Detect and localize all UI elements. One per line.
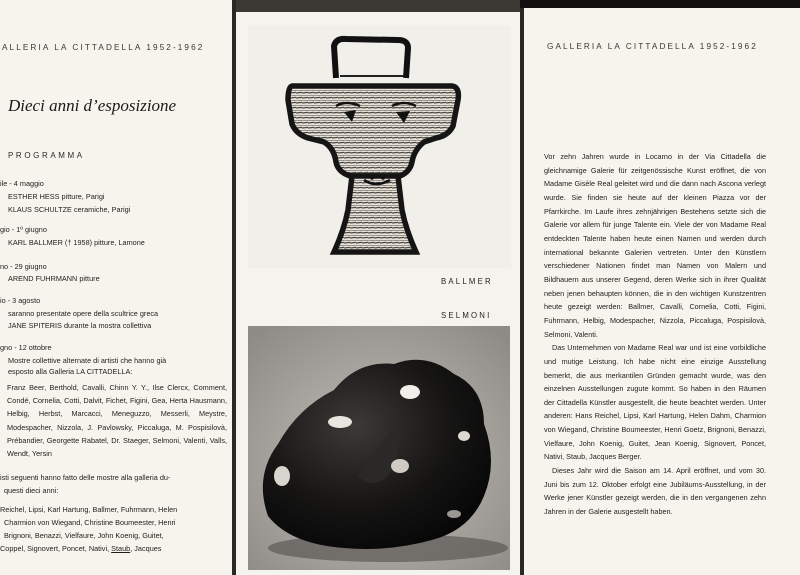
german-text (544, 150, 766, 519)
date-line: gno - 12 ottobre (0, 343, 52, 352)
selmoni-sculpture-image (248, 326, 510, 570)
list2-line: Brignoni, Benazzi, Vielfaure, John Koenig, Guitet, (4, 530, 164, 540)
list2-line: isti seguenti hanno fatto delle mostre alla galleria du- (0, 473, 171, 482)
ballmer-figure-image (248, 26, 511, 268)
date-line: ile - 4 maggio (0, 179, 44, 188)
list2-underlined-name: Staub (111, 543, 131, 553)
right-header: GALLERIA LA CITTADELLA 1952-1962 (547, 42, 758, 51)
date-line: gio - 1º giugno (0, 225, 47, 234)
date-line: io - 3 agosto (0, 296, 41, 305)
caption-ballmer: BALLMER (441, 277, 493, 286)
list2-segment: Jacques (134, 543, 162, 553)
ballmer-artwork (248, 26, 511, 268)
artist-line: KARL BALLMER († 1958) pitture, Lamone (8, 238, 145, 247)
paragraph-2: Das Unternehmen von Madame Real war und ist eine vorbildliche und mutige Leistung. Ich habe nicht eine einzige Ausstellung bemerkt, die aus merkantilen Gründen gemacht wurde, was den einzelnen Ausstellungen zugute kommt. So haben in den Räumen der Cittadella Künstler ausgestellt, die heute beachtet werden. Unter anderen: Hans Reichel, Lipsi, Karl Hartung, Helen Dahm, Charmion von Wiegand, Christine Boumeester, Henri Goetz, Brignoni, Benazzi, Vielfaure, John Koenig, Guitet, Jean Koenig, Signovert, Poncet, Nativi, Staub, Jacques Berger. (544, 343, 766, 462)
artist-line: esposto alla Galleria LA CITTADELLA: (8, 367, 133, 376)
caption-selmoni: SELMONI (441, 311, 492, 320)
paragraph-3: Dieses Jahr wird die Saison am 14. April eröffnet, und vom 30. Juni bis zum 12. Oktober erfolgt eine Jubiläums-Ausstellung, in der Werke jener Künstler gezeigt werden, die in den vergangenen zehn Jahren in der Galerie ausgestellt haben. (544, 466, 766, 517)
left-page (0, 0, 232, 575)
artist-line: saranno presentate opere della scultrice greca (8, 309, 159, 318)
artist-line: JANE SPITERIS durante la mostra collettiva (8, 321, 152, 330)
date-line: no - 29 giugno (0, 262, 47, 271)
artists-list: Franz Beer, Berthold, Cavalli, Chinn Y. Y., Ilse Clercx, Comment, Condé, Cornelia, Cotti, Dalvit, Fichet, Figini, Gea, Herta Hausmann, Helbig, Herbst, Marcacci, Meneguzzo, Messerli, Meystre, Modespacher, Nizzola, J. Pavlowsky, Piccaluga, M. Pospisilovà, Prébandier, Georgette Rabatel, Dr. Staeger, Selmoni, Valenti, Valls, Wendt, Yersin (7, 383, 227, 459)
artist-line: KLAUS SCHULTZE ceramiche, Parigi (8, 205, 131, 214)
brochure-title: Dieci anni d’esposizione (8, 96, 177, 115)
artists-list-2 (0, 472, 222, 555)
top-shadow-strip (236, 0, 520, 12)
list2-segment: Coppel, Signovert, Poncet, Nativi, (0, 543, 110, 553)
artist-line: Mostre collettive alternate di artisti che hanno già (8, 356, 167, 365)
selmoni-artwork (248, 326, 510, 570)
list2-line: questi dieci anni: (4, 485, 59, 495)
paragraph-1: Vor zehn Jahren wurde in Locarno in der Via Cittadella die gleichnamige Galerie für zeitgenössische Kunst eröffnet, die von Madame Gisèle Real geleitet wird und die dann nach Ascona verlegt wurde. Sie finden sie heute auf der kleinen Piazza vor der Pfarrkirche. Im Laufe ihres zehnjährigen Bestehens setzte sich die Galerie vor allem für junge Talente ein. Viele der von Madame Real entdeckten Talente haben heute einen Namen und werden durch international bekannte Galerien vertreten. Unter den Künstlern verschiedener Nationen findet man Namen von Malern und Bildhauern aus unserer Gegend, deren Werke sich in ihrer Qualität neben jenen behaupten können, die in den wichtigen Kunstzentren heute gezeigt werden: Ballmer, Cavalli, Cornelia, Cotti, Figini, Fuhrmann, Helbig, Modespacher, Nizzola, Piccaluga, Pospisilovà, Selmoni, Valenti. (544, 152, 766, 339)
list2-line: Coppel, Signovert, Poncet, Nativi, Staub, Jacques (0, 543, 162, 553)
artist-line: ESTHER HESS pitture, Parigi (8, 192, 105, 201)
top-shadow-strip-right (520, 0, 800, 8)
list2-line: Charmion von Wiegand, Christine Boumeester, Henri (4, 517, 176, 527)
list2-line: Reichel, Lipsi, Karl Hartung, Ballmer, Fuhrmann, Helen (0, 504, 178, 514)
artist-line: AREND FUHRMANN pitture (8, 274, 100, 283)
programma-heading: PROGRAMMA (8, 151, 85, 160)
left-header: ALLERIA LA CITTADELLA 1952-1962 (2, 43, 205, 52)
